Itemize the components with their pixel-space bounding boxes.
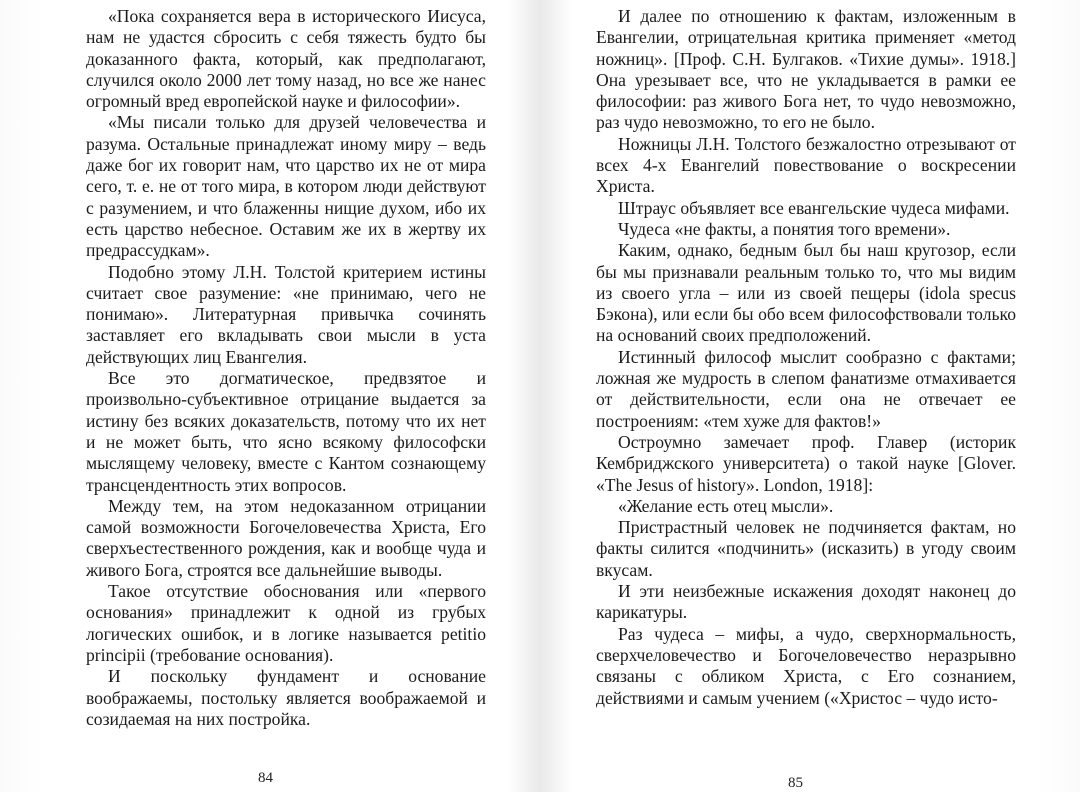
paragraph: Ножницы Л.Н. Толстого безжалостно отрезывают от всех 4-х Евангелий повествование о воскресении Христа. xyxy=(596,133,1016,197)
paragraph: Такое отсутствие обоснования или «первого основания» принадлежит к одной из грубых логических ошибок, и в логике называется petitio principii (требование основания). xyxy=(86,581,486,665)
paragraph: «Пока сохраняется вера в исторического Иисуса, нам не удастся сбросить с себя тяжесть будто бы доказанного факта, который, как предполагают, случился около 2000 лет тому назад, но все же нанес огромный вред европейской науке и философии». xyxy=(86,6,486,112)
paragraph: «Желание есть отец мысли». xyxy=(618,495,834,516)
paragraph: Раз чудеса – мифы, а чудо, сверхнормальность, сверхчеловечество и Богочеловечество неразрывно связаны с обликом Христа, с Его сознанием, действиями и самым учением («Христос – чудо исто- xyxy=(596,623,1016,708)
paragraph: Подобно этому Л.Н. Толстой критерием истины считает свое разумение: «не принимаю, чего не понимаю». Литературная привычка сочинять заставляет его вкладывать свои мысли в уста действующих лиц Евангелия. xyxy=(86,261,486,367)
paragraph: Каким, однако, бедным был бы наш кругозор, если бы мы признавали реальным только то, что мы видим из своего угла – или из своей пещеры (idola specus Бэкона), или если бы обо всем философствовали только на оснований своих предположений. xyxy=(596,240,1016,346)
paragraph: Все это догматическое, предвзятое и произвольно-субъективное отрицание выдается за истину без всяких доказательств, потому что их нет и не может быть, что ясно всякому философски мыслящему человеку, вместе с Кантом сознающему трансцендентность этих вопросов. xyxy=(86,368,486,495)
paragraph: Между тем, на этом недоказанном отрицании самой возможности Богочеловечества Христа, Его сверхъестественного рождения, как и вообще чуда и живого Бога, строятся все дальнейшие выводы. xyxy=(86,495,486,580)
page-number-left: 84 xyxy=(258,770,273,786)
paragraph: И эти неизбежные искажения доходят наконец до карикатуры. xyxy=(596,581,1016,623)
paragraph: Чудеса «не факты, а понятия того времени». xyxy=(618,218,951,239)
paragraph: Остроумно замечает проф. Главер (историк Кембриджского университета) о такой науке [Glover. «The Jesus of history». London, 1918]: xyxy=(596,431,1016,495)
page-number-right: 85 xyxy=(788,775,803,791)
paragraph: И далее по отношению к фактам, изложенным в Евангелии, отрицательная критика применяет «метод ножниц». [Проф. С.Н. Булгаков. «Тихие думы». 1918.] Она урезывает все, что не укладывается в рамки ее философии: раз живого Бога нет, то чудо невозможно, раз чудо невозможно, то его не было. xyxy=(596,6,1016,133)
right-page-text xyxy=(596,6,1016,709)
paragraph: Истинный философ мыслит сообразно с фактами; ложная же мудрость в слепом фанатизме отмахивается от действительности, если она не отвечает ее построениям: «тем хуже для фактов!» xyxy=(596,346,1016,431)
paragraph: И поскольку фундамент и основание воображаемы, постольку является воображаемой и созидаемая на них постройка. xyxy=(86,666,486,729)
right-page xyxy=(540,0,1080,792)
paragraph: Пристрастный человек не подчиняется фактам, но факты силится «подчинить» (исказить) в угоду своим вкусам. xyxy=(596,517,1016,580)
paragraph: «Мы писали только для друзей человечества и разума. Остальные принадлежат иному миру – ведь даже бог их говорит нам, что царство их не от мира сего, т. е. не от того мира, в котором люди действуют с разумением, и что блаженны нищие духом, ибо их есть царство небесное. Оставим же их в жертву их предрассудкам». xyxy=(86,112,486,261)
paragraph: Штраус объявляет все евангельские чудеса мифами. xyxy=(618,197,1010,218)
left-page-text xyxy=(86,6,486,730)
